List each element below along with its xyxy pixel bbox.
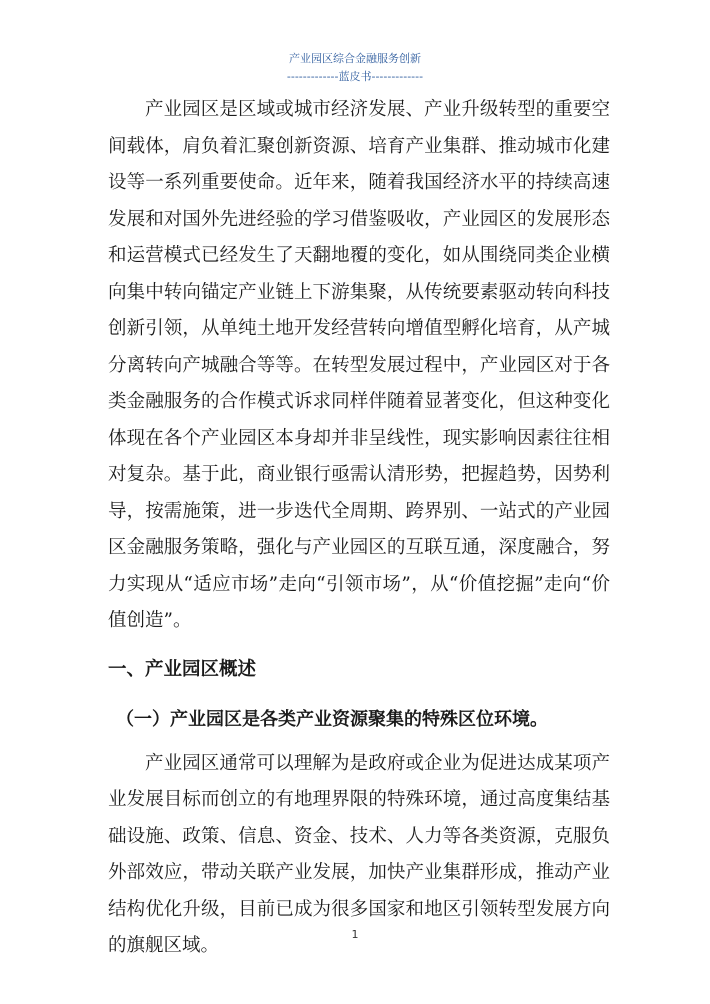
document-subtitle: -------------蓝皮书------------- (286, 70, 424, 83)
intro-paragraph: 产业园区是区域或城市经济发展、产业升级转型的重要空间载体，肩负着汇聚创新资源、培育产业集群、推动城市化建设等一系列重要使命。近年来，随着我国经济水平的持续高速发展和对国外先进经验的学习借鉴吸收，产业园区的发展形态和运营模式已经发生了天翻地覆的变化，如从围绕同类企业横向集中转向锚定产业链上下游集聚，从传统要素驱动转向科技创新引领，从单纯土地开发经营转向增值型孵化培育，从产城分离转向产城融合等等。在转型发展过程中，产业园区对于各类金融服务的合作模式诉求同样伴随着显著变化，但这种变化体现在各个产业园区本身却并非呈线性，现实影响因素往往相对复杂。基于此，商业银行亟需认清形势，把握趋势，因势利导，按需施策，进一步迭代全周期、跨界别、一站式的产业园区金融服务策略，强化与产业园区的互联互通，深度融合，努力实现从“适应市场”走向“引领市场”，从“价值挖掘”走向“价值创造”。 (108, 99, 610, 631)
subsection-heading: （一）产业园区是各类产业资源聚集的特殊区位环境。 (116, 708, 548, 730)
page-body (108, 92, 610, 965)
document-title: 产业园区综合金融服务创新 (289, 52, 421, 65)
page-number: 1 (351, 928, 359, 941)
section-heading: 一、产业园区概述 (108, 658, 257, 680)
subsection-paragraph: 产业园区通常可以理解为是政府或企业为促进达成某项产业发展目标而创立的有地理界限的特殊环境，通过高度集结基础设施、政策、信息、资金、技术、人力等各类资源，克服负外部效应，带动关联产业发展，加快产业集群形成，推动产业结构优化升级，目前已成为很多国家和地区引领转型发展方向的旗舰区域。 (108, 752, 610, 956)
page-header (0, 50, 710, 86)
